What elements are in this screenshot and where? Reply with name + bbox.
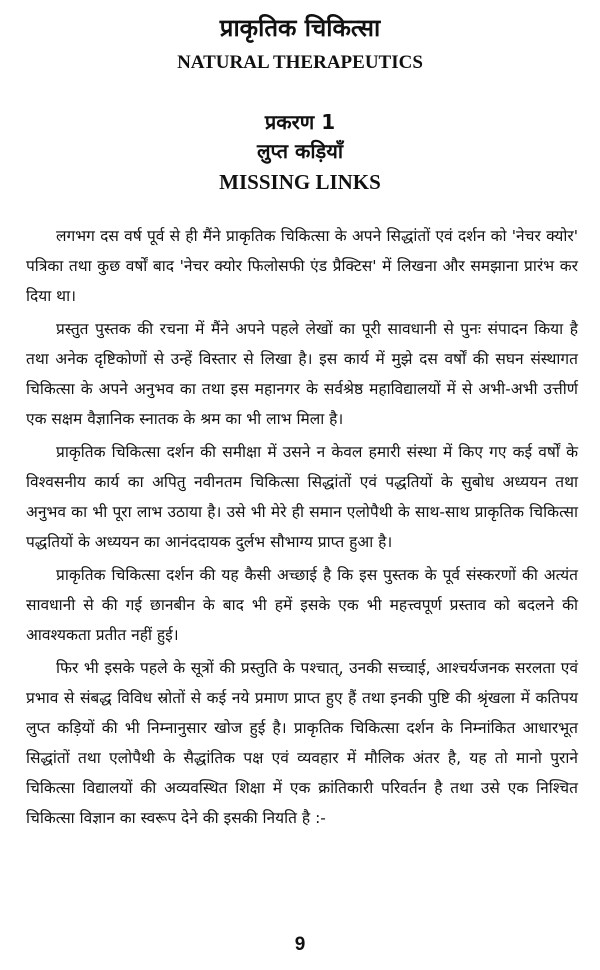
- paragraph: लगभग दस वर्ष पूर्व से ही मैंने प्राकृतिक चिकित्सा के अपने सिद्धांतों एवं दर्शन को 'नेचर क्योर' पत्रिका तथा कुछ वर्षों बाद 'नेचर क्योर फिलोसफी एंड प्रैक्टिस' में लिखना और समझाना प्रारंभ कर दिया था।: [26, 227, 578, 305]
- chapter-title-english: MISSING LINKS: [219, 170, 381, 194]
- chapter-number: प्रकरण 1: [264, 110, 336, 134]
- page-number: 9: [294, 934, 306, 955]
- body-text: [26, 221, 578, 836]
- chapter-title-hindi: लुप्त कड़ियाँ: [256, 139, 344, 163]
- paragraph: प्रस्तुत पुस्तक की रचना में मैंने अपने पहले लेखों का पूरी सावधानी से पुनः संपादन किया है तथा अनेक दृष्टिकोणों से उन्हें विस्तार से लिखा है। इस कार्य में मुझे दस वर्षों की सघन संस्थागत चिकित्सा के अपने अनुभव का तथा इस महानगर के सर्वश्रेष्ठ महाविद्यालयों में से अभी-अभी उत्तीर्ण एक सक्षम वैज्ञानिक स्नातक के श्रम का भी लाभ मिला है।: [26, 320, 578, 428]
- paragraph: प्राकृतिक चिकित्सा दर्शन की यह कैसी अच्छाई है कि इस पुस्तक के पूर्व संस्करणों की अत्यंत सावधानी से की गई छानबीन के बाद भी हमें इसके एक भी महत्त्वपूर्ण प्रस्ताव को बदलने की आवश्यकता प्रतीत नहीं हुई।: [26, 566, 578, 644]
- paragraph: प्राकृतिक चिकित्सा दर्शन की समीक्षा में उसने न केवल हमारी संस्था में किए गए कई वर्षों के विश्वसनीय कार्य का अपितु नवीनतम चिकित्सा सिद्धांतों एवं पद्धतियों के सुबोध अध्ययन तथा अनुभव का भी पूरा लाभ उठाया है। उसे भी मेरे ही समान एलोपैथी के साथ-साथ प्राकृतिक चिकित्सा पद्धतियों के अध्ययन का आनंददायक दुर्लभ सौभाग्य प्राप्त हुआ है।: [26, 443, 578, 551]
- paragraph: फिर भी इसके पहले के सूत्रों की प्रस्तुति के पश्चात्, उनकी सच्चाई, आश्चर्यजनक सरलता एवं प्रभाव से संबद्ध विविध स्रोतों से कई नये प्रमाण प्राप्त हुए हैं तथा इनकी पुष्टि की श्रृंखला में कतिपय लुप्त कड़ियों की भी निम्नानुसार खोज हुई है। प्राकृतिक चिकित्सा दर्शन के निम्नांकित आधारभूत सिद्धांतों तथा एलोपैथी के सैद्धांतिक पक्ष एवं व्यवहार में मौलिक अंतर है, यह तो मानो पुराने चिकित्सा विद्यालयों की अव्यवस्थित शिक्षा में एक क्रांतिकारी परिवर्तन है तथा उसे एक निश्चित चिकित्सा विज्ञान का स्वरूप देने की इसकी नियति है :-: [26, 659, 578, 827]
- book-title-hindi: प्राकृतिक चिकित्सा: [219, 14, 381, 42]
- book-title-english: NATURAL THERAPEUTICS: [177, 52, 423, 73]
